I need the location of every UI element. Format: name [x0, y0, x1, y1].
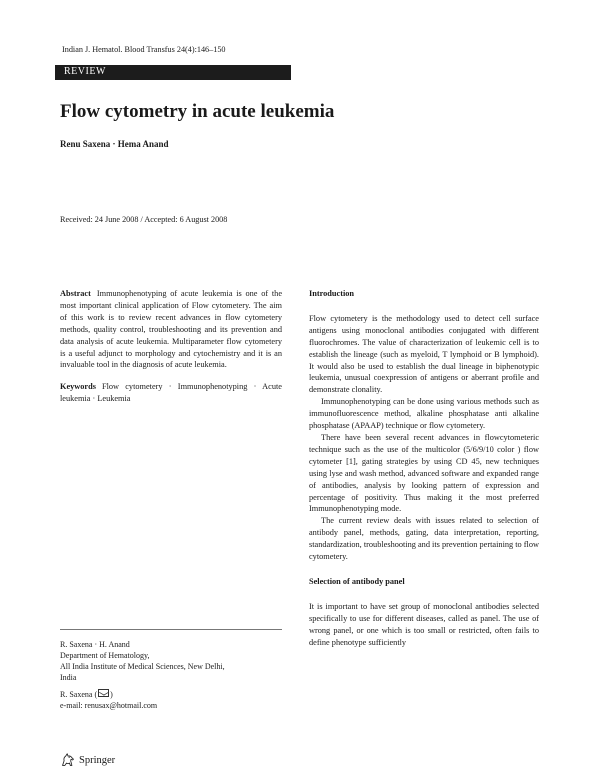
envelope-icon [98, 689, 109, 697]
introduction-paragraph-3: There have been several recent advances in flowcytometeric technique such as the use of the multicolor (5/6/9/10 color ) flow cytometer [1], gating strategies by using CD 45, new techniques using lyse and wash method, advanced software and expanded range of antibodies, analysis by looking pattern of expression and percentage of positivity. Thus making it the most preferred Immunophenotyping mode. [309, 432, 539, 514]
affiliation-block [60, 639, 282, 711]
article-authors: Renu Saxena · Hema Anand [60, 139, 169, 149]
introduction-paragraph-1: Flow cytometery is the methodology used to detect cell surface antigens using monoclonal antibodies conjugated with different fluorochromes. The value of characterization of leukemic cell is to establish the lineage (such as myeloid, T lymphoid or B lymphoid). It would also be used to establish the dual lineage in biphenotypic leukemia, unusual coexpression of antigens or aberrant profile and demonstrate clonality. [309, 313, 539, 395]
introduction-paragraph-2: Immunophenotyping can be done using various methods such as immunofluorescence method, alkaline phosphatase anti alkaline phosphatase (APAAP) technique or flow cytometery. [309, 397, 539, 431]
section-label: REVIEW [64, 66, 106, 77]
corresponding-end: ) [110, 690, 113, 699]
introduction-heading: Introduction [309, 289, 355, 298]
keywords [60, 381, 282, 405]
abstract [60, 288, 282, 371]
article-title: Flow cytometry in acute leukemia [60, 101, 335, 122]
left-column [60, 288, 282, 405]
affiliation-line3: India [60, 673, 77, 682]
springer-horse-icon [60, 753, 76, 767]
abstract-text: Immunophenotyping of acute leukemia is one of the most important clinical application of Flow cytometery. The aim of this work is to review recent advances in flow cytometery methods, quality control, troubleshooting and its prevention and data analysis of acute leukemia. Multiparameter flow cytometery is a useful adjunct to morphology and cytochemistry and it is an invaluable tool in the diagnosis of acute leukemia. [60, 289, 282, 370]
author-email[interactable]: e-mail: renusax@hotmail.com [60, 701, 158, 710]
introduction-paragraph-4: The current review deals with issues related to selection of antibody panel, methods, gating, data interpretation, reporting, standardization, troubleshooting and its prevention pertaining to flow cytometery. [309, 516, 539, 562]
abstract-label: Abstract [60, 289, 91, 298]
keywords-text: Flow cytometery · Immunophenotyping · Acute leukemia · Leukemia [60, 382, 282, 404]
section-label-bar [55, 65, 291, 80]
publisher-footer [60, 752, 115, 768]
right-column [309, 288, 539, 648]
selection-paragraph-1: It is important to have set group of monoclonal antibodies selected specifically to use for different diseases, called as panel. The use of wrong panel, or one which is too small or restricted, often fails to define phenotype sufficiently [309, 601, 539, 647]
affiliation-divider [60, 629, 282, 630]
affiliation-names: R. Saxena · H. Anand [60, 640, 130, 649]
journal-reference: Indian J. Hematol. Blood Transfus 24(4):146–150 [62, 45, 226, 54]
article-dates: Received: 24 June 2008 / Accepted: 6 August 2008 [60, 215, 228, 224]
corresponding-author [60, 689, 282, 700]
selection-heading: Selection of antibody panel [309, 576, 405, 586]
publisher-name: Springer [79, 754, 116, 766]
affiliation-line1: Department of Hematology, [60, 651, 150, 660]
keywords-label: Keywords [60, 382, 96, 392]
corresponding-name: R. Saxena ( [60, 690, 98, 699]
affiliation-line2: All India Institute of Medical Sciences, New Delhi, [60, 662, 225, 671]
